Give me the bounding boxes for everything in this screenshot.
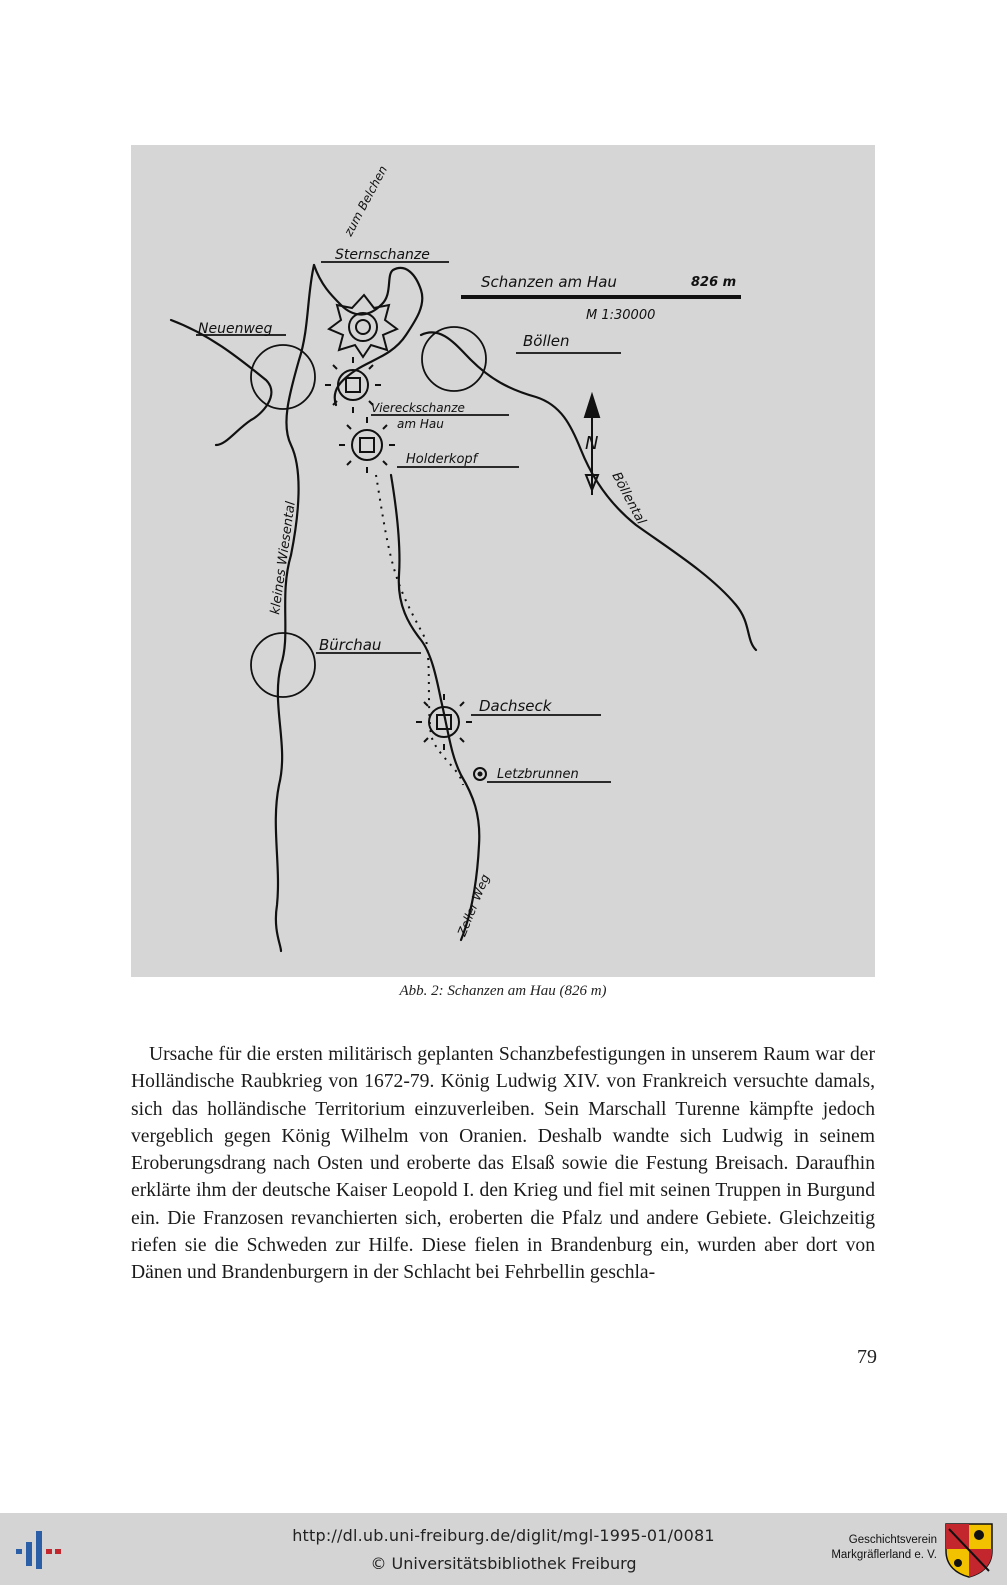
label-viereckschanze: Viereckschanze — [371, 401, 465, 415]
dachseck-symbol — [416, 694, 472, 750]
label-neuenweg: Neuenweg — [198, 321, 273, 337]
map-figure — [131, 145, 875, 977]
label-north: N — [585, 433, 599, 454]
label-holderkopf: Holderkopf — [406, 452, 478, 467]
label-elevation: 826 m — [691, 275, 737, 290]
label-dachseck: Dachseck — [479, 697, 552, 715]
label-sternschanze: Sternschanze — [335, 247, 430, 263]
zeller-weg-line — [391, 475, 479, 940]
label-scale: M 1:30000 — [586, 308, 656, 323]
buerchau-circle — [251, 633, 315, 697]
neuenweg-line — [171, 320, 271, 445]
society-line-2: Markgräflerland e. V. — [831, 1549, 937, 1561]
label-am-hau: am Hau — [397, 417, 444, 431]
map-drawing — [131, 145, 875, 977]
body-text — [131, 1041, 875, 1287]
boellen-circle — [422, 327, 486, 391]
holderkopf-symbol — [339, 417, 395, 473]
body-paragraph: Ursache für die ersten militärisch geplanten Schanzbefestigungen in unserem Raum war der Holländische Raubkrieg von 1672-79. König Ludwig XIV. von Frankreich versuchte damals, sich das holländische Territorium einzuverleiben. Sein Marschall Turenne kämpfte jedoch vergeblich gegen König Wilhelm von Oranien. Deshalb wandte sich Ludwig in seinem Eroberungsdrang nach Osten und eroberte das Elsaß sowie die Festung Breisach. Daraufhin erklärte ihm der deutsche Kaiser Leopold I. den Krieg und fiel mit seinen Truppen in Burgund ein. Die Franzosen revanchierten sich, eroberten die Pfalz und andere Gebiete. Gleichzeitig riefen sie die Schweden zur Hilfe. Diese fielen in Brandenburg ein, wurden aber dort von Dänen und Brandenburgern in der Schlacht bei Fehrbellin geschla- — [131, 1044, 875, 1284]
society-line-1: Geschichtsverein — [848, 1534, 937, 1546]
page-number: 79 — [857, 1346, 877, 1368]
label-boellen: Böllen — [523, 332, 570, 350]
label-buerchau: Bürchau — [319, 636, 382, 654]
label-boellental: Böllental — [608, 469, 649, 528]
figure-caption: Abb. 2: Schanzen am Hau (826 m) — [399, 983, 607, 999]
footer-url-link[interactable]: http://dl.ub.uni-freiburg.de/diglit/mgl-1995-01/0081 — [292, 1526, 715, 1545]
viewer-footer — [0, 1513, 1007, 1585]
label-zum-belchen: zum Belchen — [341, 163, 391, 239]
society-name — [797, 1533, 937, 1563]
footer-copyright: © Universitätsbibliothek Freiburg — [370, 1554, 637, 1573]
label-kleines-wiesental: kleines Wiesental — [268, 500, 299, 616]
boellental-line — [421, 332, 756, 650]
coat-of-arms-icon — [943, 1521, 995, 1579]
label-letzbrunnen: Letzbrunnen — [497, 767, 579, 782]
label-title: Schanzen am Hau — [481, 273, 617, 291]
label-zeller-weg: Zeller Weg — [454, 872, 493, 939]
letzbrunnen-symbol — [474, 768, 486, 780]
